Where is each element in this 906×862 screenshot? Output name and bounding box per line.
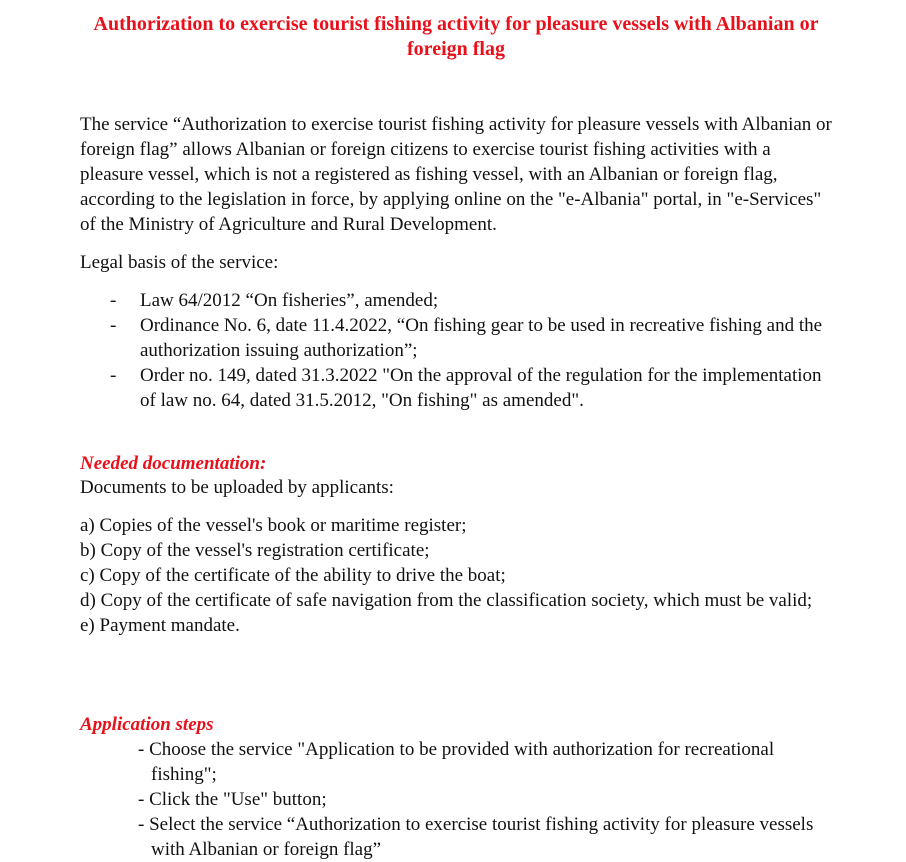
documentation-intro: Documents to be uploaded by applicants: — [80, 477, 394, 498]
documentation-item: b) Copy of the vessel's registration certificate; — [80, 540, 430, 561]
legal-basis-item — [80, 363, 840, 413]
needed-documentation-title: Needed documentation: — [80, 453, 267, 474]
documentation-item: e) Payment mandate. — [80, 615, 240, 636]
application-steps-list — [138, 737, 828, 862]
application-step: - Select the service “Authorization to exercise tourist fishing activity for pleasure vessels with Albanian or foreign flag” — [138, 814, 814, 860]
application-step: - Choose the service "Application to be provided with authorization for recreational fishing"; — [138, 739, 775, 785]
legal-basis-item-text: Order no. 149, dated 31.3.2022 "On the approval of the regulation for the implementation of law no. 64, dated 31.5.2012, "On fishing" as amended". — [140, 365, 822, 411]
dash-bullet: - — [110, 315, 117, 336]
legal-basis-item-text: Law 64/2012 “On fisheries”, amended; — [140, 290, 439, 311]
dash-bullet: - — [110, 365, 117, 386]
dash-bullet: - — [110, 290, 117, 311]
legal-basis-item-text: Ordinance No. 6, date 11.4.2022, “On fishing gear to be used in recreative fishing and the authorization issuing authorization”; — [140, 315, 823, 361]
legal-basis-item — [80, 288, 840, 313]
documentation-item: d) Copy of the certificate of safe navigation from the classification society, which must be valid; — [80, 590, 813, 611]
documentation-item: a) Copies of the vessel's book or maritime register; — [80, 515, 467, 536]
documentation-list — [80, 513, 820, 638]
documentation-item: c) Copy of the certificate of the ability to drive the boat; — [80, 565, 506, 586]
intro-paragraph: The service “Authorization to exercise tourist fishing activity for pleasure vessels with Albanian or foreign flag” allows Albanian or foreign citizens to exercise tourist fishing activities with a pleasure vessel, which is not a registered as fishing vessel, with an Albanian or foreign flag, according to the legislation in force, by applying online on the "e-Albania" portal, in "e-Services" of the Ministry of Agriculture and Rural Development. — [80, 114, 832, 235]
application-steps-title: Application steps — [80, 714, 214, 735]
document-title: Authorization to exercise tourist fishing activity for pleasure vessels with Albanian or foreign flag — [93, 13, 819, 60]
legal-basis-heading: Legal basis of the service: — [80, 252, 279, 273]
legal-basis-item — [80, 313, 840, 363]
legal-basis-list — [80, 288, 840, 413]
application-step: - Click the "Use" button; — [138, 789, 327, 810]
